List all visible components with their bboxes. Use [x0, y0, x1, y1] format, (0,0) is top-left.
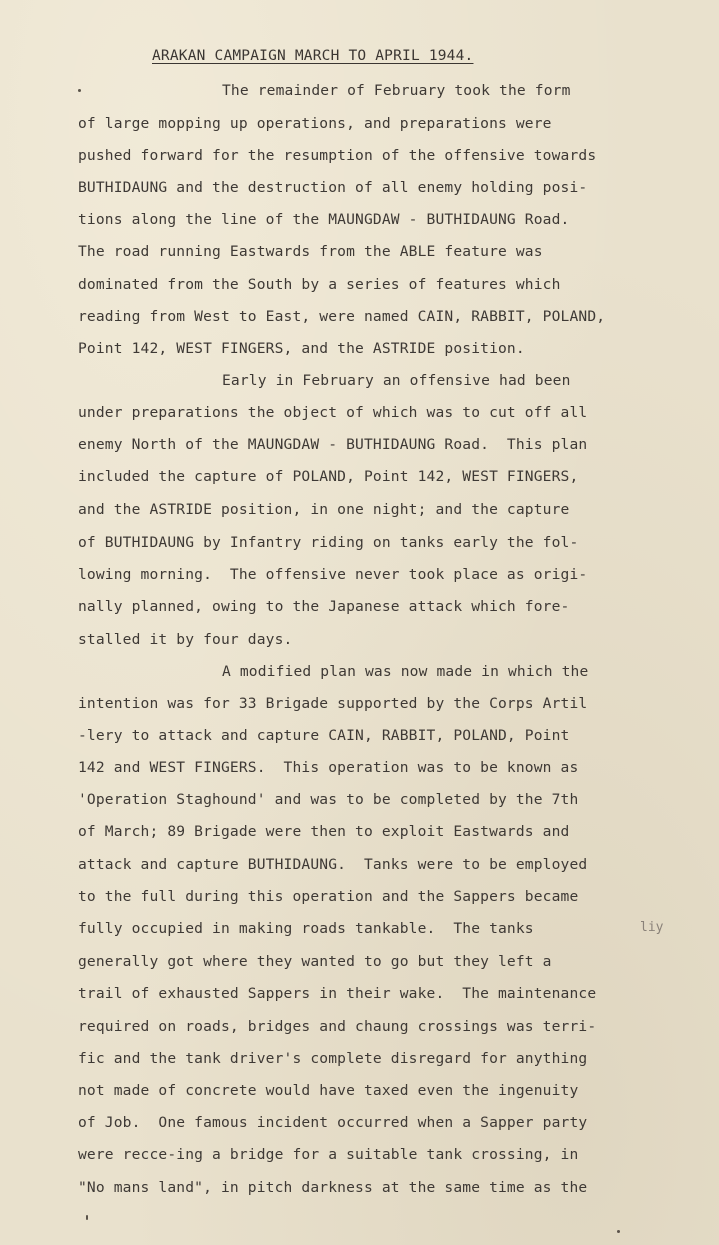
text-line: of Job. One famous incident occurred when a Sapper party [78, 1114, 588, 1131]
text-line: of large mopping up operations, and preparations were [78, 115, 552, 132]
text-line: and the ASTRIDE position, in one night; and the capture [78, 501, 570, 518]
text-line: enemy North of the MAUNGDAW - BUTHIDAUNG Road. This plan [78, 436, 588, 453]
text-line: were recce-ing a bridge for a suitable tank crossing, in [78, 1146, 579, 1163]
text-line: generally got where they wanted to go but they left a [78, 953, 552, 970]
text-line: -lery to attack and capture CAIN, RABBIT, POLAND, Point [78, 727, 570, 744]
text-line: fic and the tank driver's complete disregard for anything [78, 1050, 588, 1067]
text-line: reading from West to East, were named CAIN, RABBIT, POLAND, [78, 308, 606, 325]
text-line: required on roads, bridges and chaung crossings was terri- [78, 1018, 597, 1035]
text-line: of BUTHIDAUNG by Infantry riding on tanks early the fol- [78, 534, 579, 551]
text-line: lowing morning. The offensive never took place as origi- [78, 566, 588, 583]
text-line: nally planned, owing to the Japanese attack which fore- [78, 598, 570, 615]
text-line: Early in February an offensive had been [222, 372, 571, 389]
text-line: A modified plan was now made in which the [222, 663, 589, 680]
text-line: dominated from the South by a series of features which [78, 276, 561, 293]
text-line: The road running Eastwards from the ABLE feature was [78, 243, 543, 260]
text-line: not made of concrete would have taxed even the ingenuity [78, 1082, 579, 1099]
text-line: tions along the line of the MAUNGDAW - BUTHIDAUNG Road. [78, 211, 570, 228]
text-line: fully occupied in making roads tankable. The tanks [78, 920, 534, 937]
paper-speck [617, 1230, 620, 1233]
text-line: pushed forward for the resumption of the offensive towards [78, 147, 597, 164]
text-line: stalled it by four days. [78, 631, 293, 648]
text-line: "No mans land", in pitch darkness at the same time as the [78, 1179, 588, 1196]
document-title: ARAKAN CAMPAIGN MARCH TO APRIL 1944. [152, 48, 474, 64]
text-line: The remainder of February took the form [222, 82, 571, 99]
text-line: under preparations the object of which was to cut off all [78, 404, 588, 421]
text-line: Point 142, WEST FINGERS, and the ASTRIDE position. [78, 340, 525, 357]
text-line: 'Operation Staghound' and was to be completed by the 7th [78, 791, 579, 808]
text-line: included the capture of POLAND, Point 142, WEST FINGERS, [78, 468, 579, 485]
text-line: of March; 89 Brigade were then to exploit Eastwards and [78, 823, 570, 840]
margin-annotation: liy [640, 920, 664, 935]
text-line: intention was for 33 Brigade supported by the Corps Artil [78, 695, 588, 712]
paper-speck [86, 1215, 88, 1220]
text-line: to the full during this operation and the Sappers became [78, 888, 579, 905]
text-line: 142 and WEST FINGERS. This operation was to be known as [78, 759, 579, 776]
text-line: BUTHIDAUNG and the destruction of all enemy holding posi- [78, 179, 588, 196]
paper-speck [78, 89, 81, 92]
text-line: attack and capture BUTHIDAUNG. Tanks were to be employed [78, 856, 588, 873]
text-line: trail of exhausted Sappers in their wake. The maintenance [78, 985, 597, 1002]
